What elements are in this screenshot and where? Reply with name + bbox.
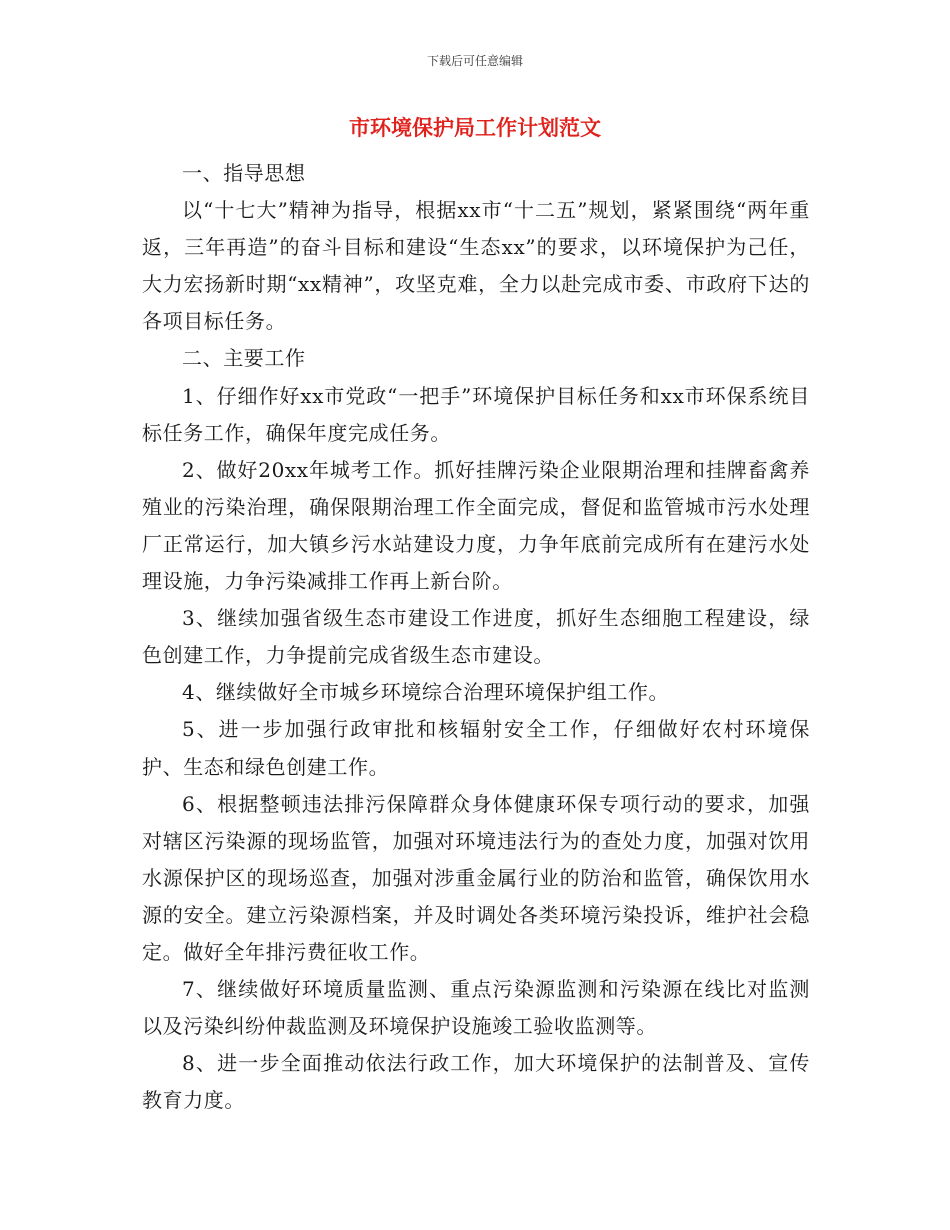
work-item-3: 3、继续加强省级生态市建设工作进度，抓好生态细胞工程建设，绿色创建工作，力争提前完成省级生态市建设。 [142, 606, 810, 668]
document-title: 市环境保护局工作计划范文 [349, 115, 601, 140]
work-item-4: 4、继续做好全市城乡环境综合治理环境保护组工作。 [182, 680, 670, 705]
section-heading-guiding-ideology: 一、指导思想 [182, 161, 306, 185]
section-heading-main-work: 二、主要工作 [182, 346, 306, 371]
work-item-7: 7、继续做好环境质量监测、重点污染源监测和污染源在线比对监测以及污染纠纷仲裁监测及环境保护设施竣工验收监测等。 [142, 977, 810, 1039]
work-item-2: 2、做好20xx年城考工作。抓好挂牌污染企业限期治理和挂牌畜禽养殖业的污染治理，确保限期治理工作全面完成，督促和监管城市污水处理厂正常运行，加大镇乡污水站建设力度，力争年底前完成所有在建污水处理设施，力争污染减排工作再上新台阶。 [142, 457, 810, 594]
work-item-6: 6、根据整顿违法排污保障群众身体健康环保专项行动的要求，加强对辖区污染源的现场监管，加强对环境违法行为的查处力度，加强对饮用水源保护区的现场巡查，加强对涉重金属行业的防治和监管，确保饮用水源的安全。建立污染源档案，并及时调处各类环境污染投诉，维护社会稳定。做好全年排污费征收工作。 [142, 791, 810, 964]
work-item-5: 5、进一步加强行政审批和核辐射安全工作，仔细做好农村环境保护、生态和绿色创建工作。 [142, 717, 810, 779]
work-item-1: 1、仔细作好xx市党政“一把手”环境保护目标任务和xx市环保系统目标任务工作，确保年度完成任务。 [142, 383, 810, 445]
document-body [142, 155, 810, 1119]
paragraph-guiding-ideology: 以“十七大”精神为指导，根据xx市“十二五”规划，紧紧围绕“两年重返，三年再造”的奋斗目标和建设“生态xx”的要求，以环境保护为己任，大力宏扬新时期“xx精神”，攻坚克难，全力以赴完成市委、市政府下达的各项目标任务。 [142, 198, 810, 334]
work-item-8: 8、进一步全面推动依法行政工作，加大环境保护的法制普及、宣传教育力度。 [142, 1051, 810, 1113]
header-note: 下载后可任意编辑 [426, 54, 523, 68]
